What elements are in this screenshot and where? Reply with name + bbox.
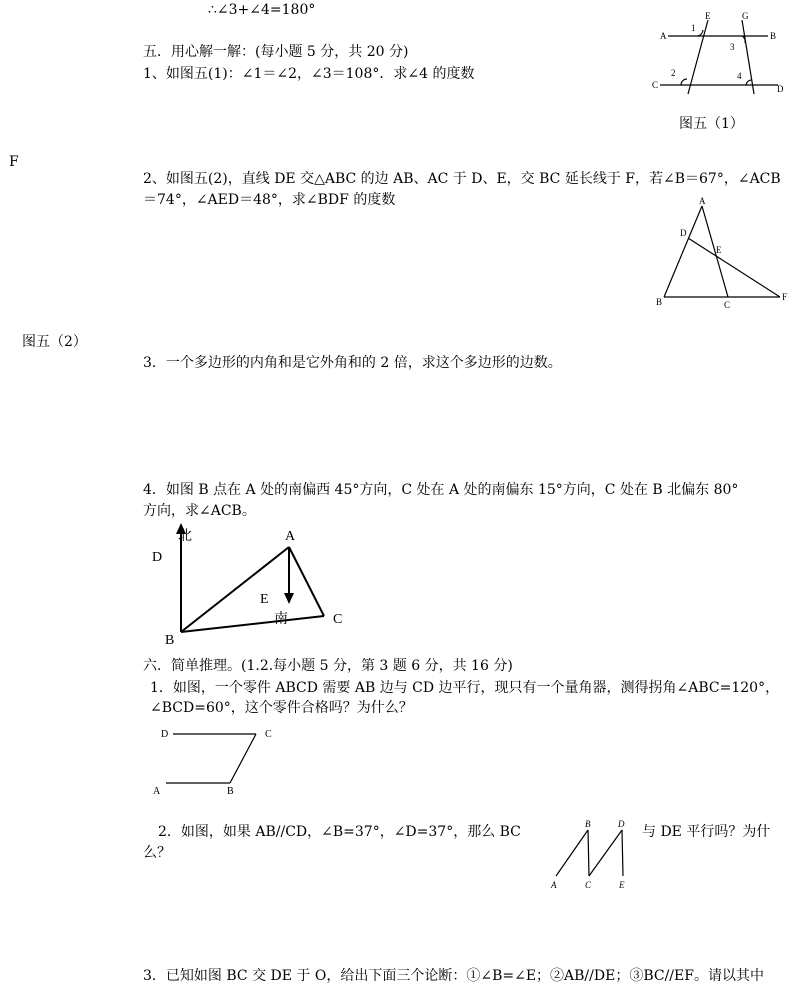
s6-q2-part2: 与 DE 平行吗？为什 [642, 824, 771, 840]
fig1-label-D: D [777, 84, 784, 94]
figure5-2 [650, 194, 795, 314]
fig2-label-A: A [699, 196, 706, 206]
stray-F: F [9, 154, 19, 170]
angle-arc-4 [746, 80, 751, 85]
s6-q1-line1: 1．如图，一个零件 ABCD 需要 AB 边与 CD 边平行，现只有一个量角器，测得拐角∠ABC=120°， [150, 680, 780, 696]
fig1-angle-1: 1 [691, 23, 696, 33]
fig62-label-A: A [551, 880, 557, 890]
fig61-label-A: A [153, 786, 161, 797]
section5-heading: 五．用心解一解：(每小题 5 分，共 20 分) [143, 44, 409, 60]
q4-line1: 4．如图 B 点在 A 处的南偏西 45°方向，C 处在 A 处的南偏东 15°方向，C 处在 B 北偏东 80° [143, 482, 739, 498]
q2-line1: 2、如图五(2)，直线 DE 交△ABC 的边 AB、AC 于 D、E，交 BC 延长线于 F，若∠B＝67°，∠ACB [143, 171, 781, 187]
q2-line2: ＝74°，∠AED＝48°，求∠BDF 的度数 [143, 192, 396, 208]
south-arrowhead-icon [284, 593, 294, 604]
s6-q3-text: 3．已知如图 BC 交 DE 于 O，给出下面三个论断：①∠B=∠E；②AB//DE；③BC//EF。请以其中 [143, 968, 764, 984]
angle-arc-1 [698, 30, 703, 36]
fig1-caption: 图五（1） [679, 116, 744, 132]
fig1-angle-3: 3 [730, 42, 735, 52]
fig61-label-B: B [227, 786, 234, 797]
fig61-label-C: C [265, 729, 272, 740]
triangle-AC [289, 547, 324, 616]
fig2-label-D: D [680, 228, 687, 238]
side-AC [702, 206, 728, 297]
fig1-label-A: A [660, 31, 667, 41]
fig2-label-F: F [782, 292, 788, 302]
fig1-label-B: B [770, 31, 777, 41]
figure-q4 [148, 520, 358, 650]
seg-AB [556, 830, 588, 876]
triangle-BC [181, 616, 324, 632]
fig1-angle-2: 2 [671, 68, 676, 78]
fig2-caption: 图五（2） [22, 334, 87, 350]
q1-text: 1、如图五(1)：∠1＝∠2，∠3＝108°．求∠4 的度数 [143, 66, 475, 82]
fig61-label-D: D [161, 729, 169, 740]
figure5-1 [650, 6, 800, 101]
fig4-label-E: E [260, 592, 269, 607]
fig2-label-E: E [716, 245, 722, 255]
fig62-label-B: B [585, 819, 591, 829]
fig4-label-C: C [333, 612, 343, 627]
section6-heading: 六．简单推理。(1.2.每小题 5 分，第 3 题 6 分，共 16 分) [143, 658, 513, 674]
seg-CD [589, 830, 622, 876]
figure-6-1 [148, 722, 288, 802]
fig1-angle-4: 4 [737, 71, 742, 81]
fig62-label-E: E [619, 880, 625, 890]
edge-CB [230, 734, 256, 783]
triangle-AB [181, 547, 289, 632]
fig2-label-B: B [656, 297, 663, 307]
q4-line2: 方向，求∠ACB。 [143, 503, 256, 519]
fig4-label-D: D [152, 550, 163, 565]
fig1-label-C: C [652, 80, 659, 90]
fig62-label-C: C [585, 880, 592, 890]
fig1-label-E: E [705, 11, 711, 21]
fig4-label-B: B [165, 633, 175, 648]
fig2-label-C: C [724, 300, 731, 310]
s6-q2-part3: 么？ [143, 845, 171, 861]
figure-6-2 [545, 816, 635, 894]
line-G [742, 20, 754, 94]
fig62-label-D: D [618, 819, 625, 829]
top-line: ∴∠3+∠4=180° [208, 2, 316, 18]
s6-q2-part1: 2．如图，如果 AB//CD，∠B=37°，∠D=37°，那么 BC [158, 824, 521, 840]
side-AB [664, 206, 702, 297]
fig1-label-G: G [742, 11, 749, 21]
seg-DE [622, 830, 623, 876]
angle-arc-2 [681, 79, 687, 85]
seg-BC [588, 830, 589, 876]
line-DF [688, 238, 780, 297]
s6-q1-line2: ∠BCD=60°，这个零件合格吗？为什么？ [150, 700, 413, 716]
fig4-south-label: 南 [274, 612, 288, 627]
q3-text: 3．一个多边形的内角和是它外角和的 2 倍，求这个多边形的边数。 [143, 355, 562, 371]
fig4-north-label: 北 [178, 529, 192, 544]
fig4-label-A: A [285, 529, 296, 544]
